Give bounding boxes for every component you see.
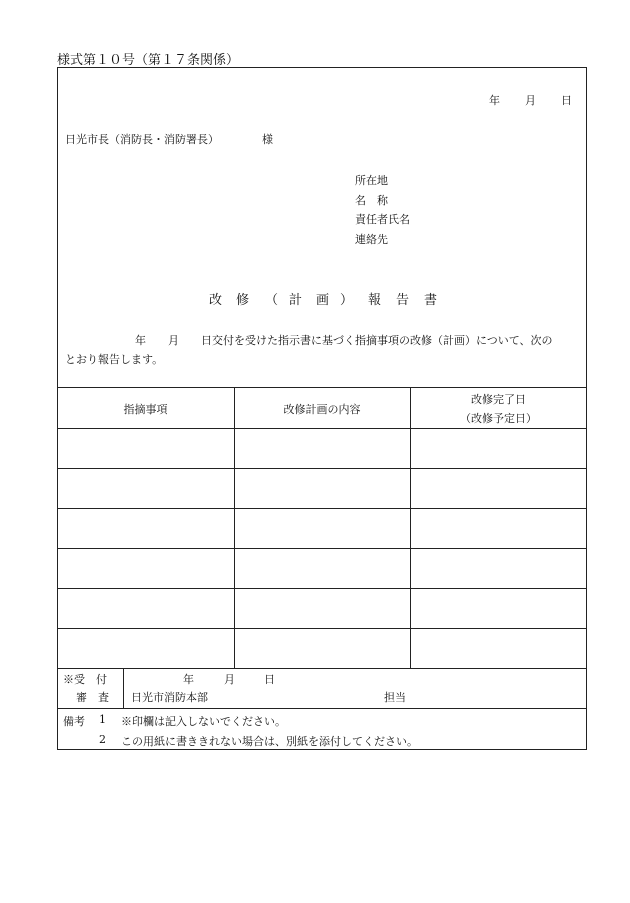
- title-char-2: 修: [236, 293, 250, 308]
- table-bottom-border: [57, 668, 587, 669]
- reception-office: 日光市消防本部: [131, 691, 208, 704]
- title-char-8: 告: [396, 293, 410, 308]
- reception-divider: [123, 668, 124, 708]
- table-row-divider: [57, 628, 587, 629]
- field-responsible-person: 責任者氏名: [355, 213, 410, 226]
- field-contact: 連絡先: [355, 233, 388, 246]
- title-char-6: ）: [340, 293, 354, 308]
- table-header-findings: 指摘事項: [123, 403, 168, 416]
- review-label: 審 査: [76, 691, 109, 704]
- table-top-border: [57, 387, 587, 388]
- reception-day: 日: [264, 673, 275, 686]
- title-char-9: 書: [424, 293, 438, 308]
- reception-label: ※受 付: [63, 673, 107, 686]
- reception-month: 月: [224, 673, 235, 686]
- title-char-5: 画: [316, 293, 330, 308]
- body-text-line-1: 年 月 日交付を受けた指示書に基づく指摘事項の改修（計画）について、次の: [135, 334, 553, 347]
- body-text-line-2: とおり報告します。: [65, 353, 164, 366]
- note-1-number: 1: [99, 713, 106, 726]
- field-name: 名 称: [355, 194, 388, 207]
- title-char-1: 改: [209, 293, 223, 308]
- table-header-bottom-border: [57, 428, 587, 429]
- date-day: 日: [561, 94, 572, 107]
- table-header-completion-date: 改修完了日: [471, 393, 526, 406]
- table-column-divider: [234, 387, 235, 668]
- notes-top-border: [57, 708, 587, 709]
- table-header-plan: 改修計画の内容: [283, 403, 361, 416]
- date-month: 月: [525, 94, 536, 107]
- note-2-number: 2: [99, 733, 106, 746]
- table-row-divider: [57, 588, 587, 589]
- title-char-3: （: [265, 293, 279, 308]
- title-char-7: 報: [368, 293, 382, 308]
- table-row-divider: [57, 508, 587, 509]
- table-row-divider: [57, 468, 587, 469]
- form-number: 様式第１０号（第１７条関係）: [57, 53, 240, 68]
- addressee-name: 日光市長（消防長・消防署長）: [65, 133, 219, 146]
- reception-year: 年: [183, 673, 194, 686]
- notes-label: 備考: [63, 715, 85, 728]
- addressee-honorific: 様: [262, 133, 273, 146]
- title-char-4: 計: [289, 293, 303, 308]
- field-address: 所在地: [355, 174, 388, 187]
- table-header-scheduled-date: （改修予定日）: [460, 412, 537, 425]
- table-row-divider: [57, 548, 587, 549]
- note-1-text: ※印欄は記入しないでください。: [121, 715, 286, 728]
- reception-person: 担当: [384, 691, 406, 704]
- date-year: 年: [489, 94, 500, 107]
- table-column-divider: [410, 387, 411, 668]
- note-2-text: この用紙に書ききれない場合は、別紙を添付してください。: [121, 735, 418, 748]
